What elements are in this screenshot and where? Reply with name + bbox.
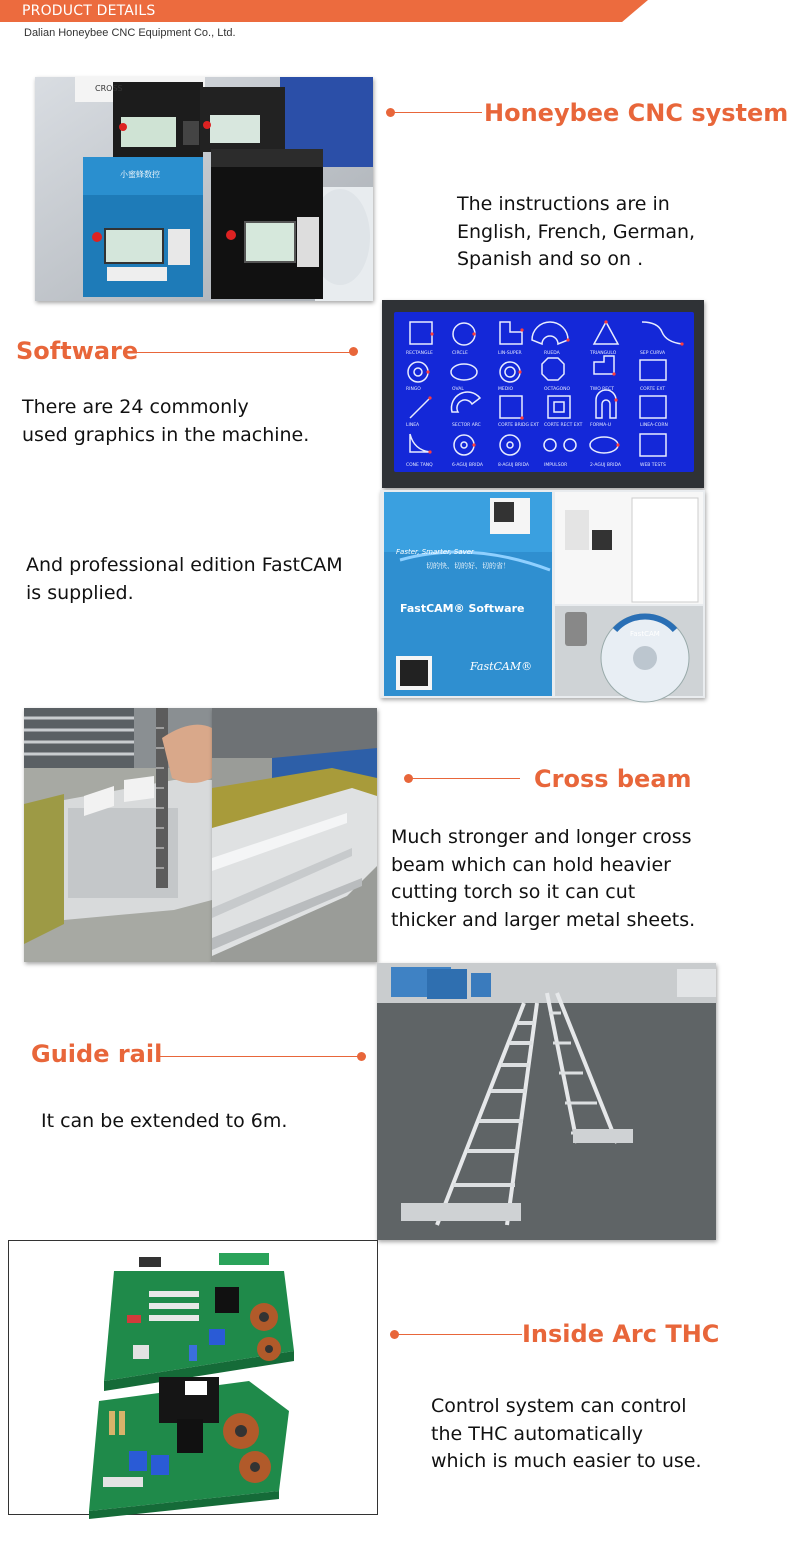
shape-label-24: WEB TESTS xyxy=(640,463,666,468)
cnc-line-2: English, French, German, xyxy=(457,220,696,243)
shape-label-13: LINEA xyxy=(406,423,420,428)
fastcam-line-1: And professional edition FastCAM xyxy=(26,554,343,576)
background-sign-label: CROSS xyxy=(95,84,123,93)
thc-line-3: which is much easier to use. xyxy=(431,1450,702,1472)
guide-rail-photo xyxy=(377,963,716,1240)
shape-label-12: CORTE EXT xyxy=(640,387,666,392)
shape-label-15: CORTE BRIDG EXT xyxy=(498,423,540,428)
thc-line-2: the THC automatically xyxy=(431,1422,643,1445)
fastcam-description xyxy=(26,552,343,607)
crossbeam-heading: Cross beam xyxy=(534,765,692,793)
shape-label-3: LIN-SUPER xyxy=(498,351,522,356)
shape-label-9: MEDIO xyxy=(498,387,514,392)
guiderail-heading-line xyxy=(160,1056,360,1057)
guiderail-heading: Guide rail xyxy=(31,1040,163,1068)
controller-brand-label: 小蜜蜂数控 xyxy=(120,170,160,179)
crossbeam-line-3: cutting torch so it can cut xyxy=(391,881,636,903)
box-logo: FastCAM® xyxy=(470,660,533,673)
thc-description xyxy=(431,1393,702,1476)
cnc-line-3: Spanish and so on . xyxy=(457,248,644,270)
thc-heading-line xyxy=(396,1334,522,1335)
software-heading: Software xyxy=(16,337,139,365)
crossbeam-description xyxy=(391,824,695,934)
shape-label-23: 2-AGUJ BRIDA xyxy=(590,463,621,468)
software-heading-dot xyxy=(349,347,358,356)
cnc-description xyxy=(457,191,695,274)
shape-label-16: CORTE RECT EXT xyxy=(544,423,583,428)
cnc-controllers-photo xyxy=(35,77,373,301)
guiderail-description xyxy=(41,1108,287,1136)
thc-boards-photo xyxy=(8,1240,378,1515)
thc-line-1: Control system can control xyxy=(431,1395,687,1417)
guiderail-line-1: It can be extended to 6m. xyxy=(41,1110,288,1132)
thc-heading: Inside Arc THC xyxy=(522,1320,720,1348)
shape-label-2: CIRCLE xyxy=(452,351,468,356)
cross-beam-measure-photo xyxy=(24,708,212,962)
cnc-heading-line xyxy=(392,112,482,113)
cross-beam-closeup-photo xyxy=(212,708,377,962)
shape-label-4: RUEDA xyxy=(544,351,560,356)
box-title: FastCAM® Software xyxy=(400,602,525,615)
shape-label-5: TRIANGULO xyxy=(590,351,617,356)
software-line-2: used graphics in the machine. xyxy=(22,423,310,446)
box-chinese-tagline: 切的快、切的好、切的省！ xyxy=(426,562,510,570)
box-tagline: Faster, Smarter, Saver xyxy=(396,548,474,556)
shape-label-21: 8-AGUJ BRIDA xyxy=(498,463,529,468)
software-description xyxy=(22,394,309,449)
crossbeam-line-4: thicker and larger metal sheets. xyxy=(391,908,696,931)
cnc-line-1: The instructions are in xyxy=(457,193,670,215)
software-heading-line xyxy=(126,352,352,353)
fastcam-package-photo xyxy=(380,490,705,698)
shape-label-20: 6-AGUJ BRIDA xyxy=(452,463,483,468)
shape-label-14: SECTOR ARC xyxy=(452,423,481,428)
cnc-heading: Honeybee CNC system xyxy=(484,99,788,127)
crossbeam-heading-line xyxy=(410,778,520,779)
software-screen-photo xyxy=(382,300,704,488)
disc-label: FastCAM xyxy=(630,630,660,638)
shape-label-7: RINGO xyxy=(406,387,421,392)
shape-label-17: FORMA-U xyxy=(590,423,612,428)
shape-label-19: CONE TANQ xyxy=(406,463,433,468)
software-line-1: There are 24 commonly xyxy=(22,396,249,418)
guiderail-heading-dot xyxy=(357,1052,366,1061)
shape-label-1: RECTANGLE xyxy=(406,351,433,356)
crossbeam-line-1: Much stronger and longer cross xyxy=(391,826,692,848)
fastcam-line-2: is supplied. xyxy=(26,581,134,604)
crossbeam-line-2: beam which can hold heavier xyxy=(391,853,671,876)
header-title: PRODUCT DETAILS xyxy=(22,3,156,19)
shape-label-8: OVAL xyxy=(452,387,464,392)
shape-label-22: IMPULSOR xyxy=(544,463,568,468)
shape-label-10: OCTAGONO xyxy=(544,387,571,392)
company-name: Dalian Honeybee CNC Equipment Co., Ltd. xyxy=(24,27,236,39)
shape-label-18: LINEA-CORN xyxy=(640,423,668,428)
shape-label-6: SEP CURVA xyxy=(640,351,666,356)
shape-label-11: TWO RECT xyxy=(590,387,615,392)
